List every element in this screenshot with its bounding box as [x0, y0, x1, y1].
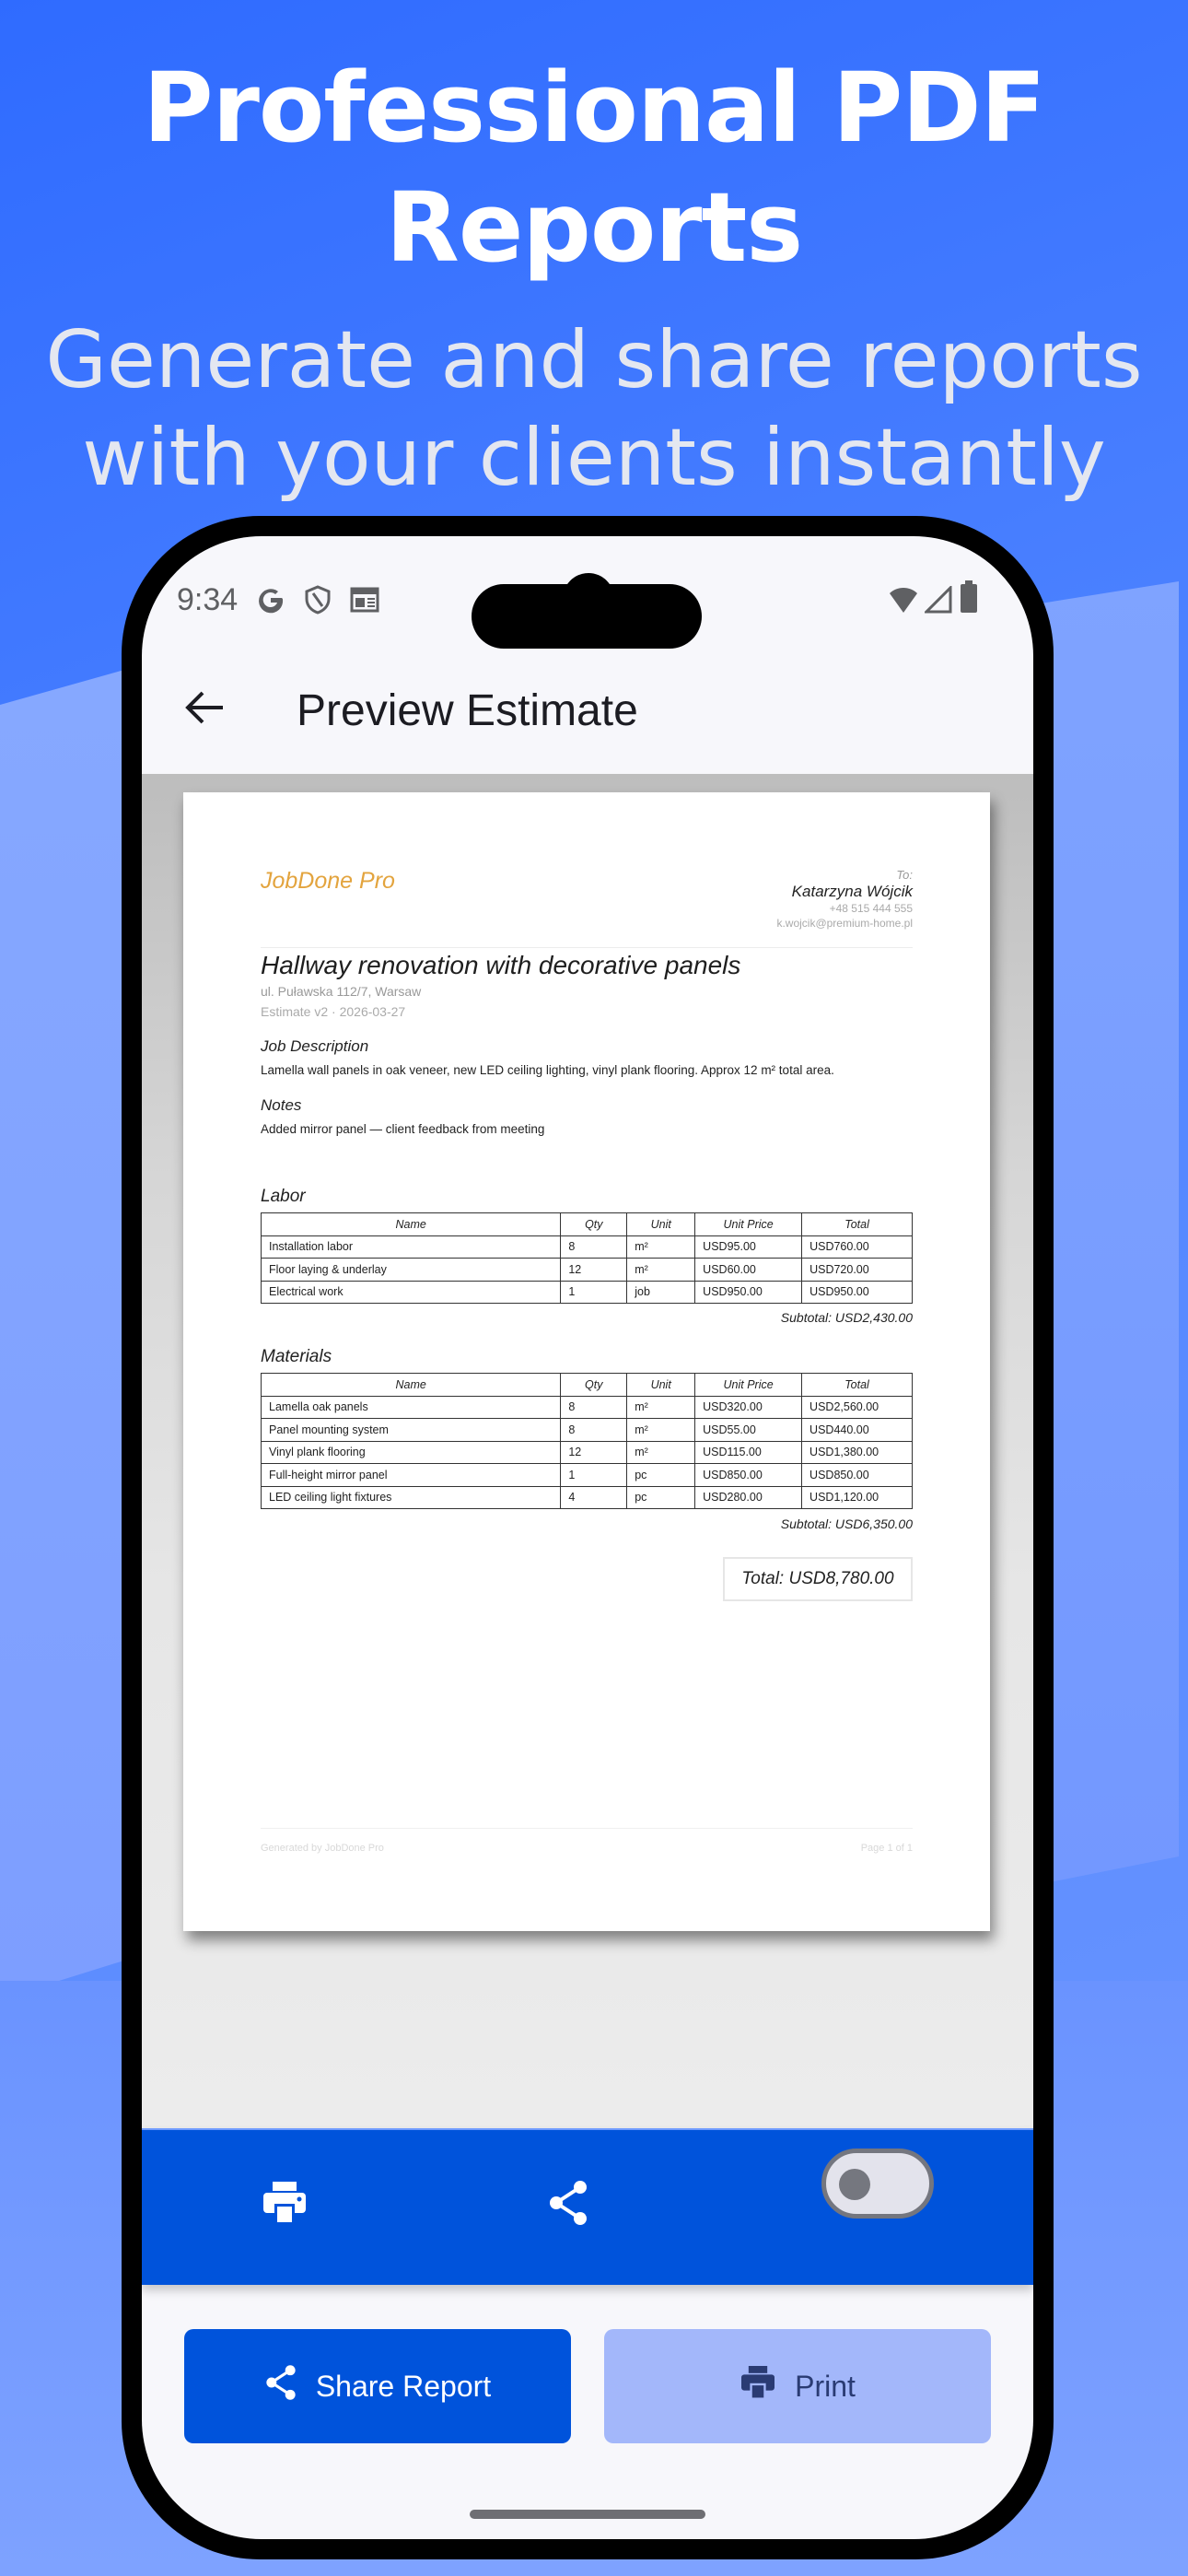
materials-table — [261, 1373, 913, 1509]
toggle-switch[interactable] — [821, 2149, 934, 2219]
table-row — [262, 1441, 913, 1464]
recipient-block — [776, 868, 913, 931]
to-label: To: — [896, 868, 913, 882]
print-button[interactable] — [604, 2329, 991, 2443]
client-phone: +48 515 444 555 — [829, 902, 913, 915]
labor-subtotal: Subtotal: USD2,430.00 — [780, 1310, 913, 1325]
cell-total: USD1,120.00 — [802, 1486, 913, 1509]
table-row — [262, 1419, 913, 1442]
job-description-text: Lamella wall panels in oak veneer, new LED ceiling lighting, vinyl plank flooring. Approx 12 m² total area. — [261, 1063, 834, 1077]
column-header: Name — [262, 1213, 561, 1236]
cell-name: Electrical work — [262, 1281, 561, 1304]
share-action-button[interactable] — [536, 2172, 600, 2237]
labor-table — [261, 1212, 913, 1304]
pdf-page — [183, 792, 990, 1931]
share-report-label: Share Report — [315, 2369, 492, 2403]
share-icon — [264, 2364, 297, 2408]
print-label: Print — [795, 2369, 856, 2403]
hero-subtitle-line2: with your clients instantly — [82, 412, 1106, 504]
column-header: Name — [262, 1374, 561, 1397]
camera-cutout — [472, 584, 702, 649]
app-bar — [142, 656, 1033, 757]
print-action-button[interactable] — [252, 2172, 317, 2237]
footer-page-number: Page 1 of 1 — [860, 1843, 913, 1854]
cell-unit-price: USD320.00 — [695, 1396, 802, 1419]
hero-title — [0, 48, 1188, 287]
cell-unit: pc — [627, 1486, 695, 1509]
cell-name: Full-height mirror panel — [262, 1464, 561, 1487]
cell-unit: m² — [627, 1259, 695, 1282]
cell-qty: 1 — [561, 1281, 627, 1304]
status-time: 9:34 — [177, 582, 239, 617]
pdf-preview-area[interactable] — [142, 774, 1033, 2128]
google-icon — [256, 584, 285, 620]
cell-total: USD760.00 — [802, 1235, 913, 1259]
client-name: Katarzyna Wójcik — [791, 883, 913, 900]
background-shape-right — [1041, 576, 1188, 1884]
notes-text: Added mirror panel — client feedback from meeting — [261, 1122, 545, 1136]
home-indicator[interactable] — [470, 2510, 705, 2519]
job-description-heading: Job Description — [261, 1037, 369, 1055]
table-row — [262, 1486, 913, 1509]
header-divider — [261, 947, 913, 948]
footer-generated-by: Generated by JobDone Pro — [261, 1843, 384, 1854]
column-header: Unit — [627, 1374, 695, 1397]
cell-unit: m² — [627, 1235, 695, 1259]
calendar-icon — [350, 584, 379, 618]
cell-qty: 12 — [561, 1441, 627, 1464]
status-bar — [142, 536, 1033, 656]
column-header: Unit — [627, 1213, 695, 1236]
table-row — [262, 1281, 913, 1304]
cell-unit-price: USD850.00 — [695, 1464, 802, 1487]
table-row — [262, 1396, 913, 1419]
cell-total: USD1,380.00 — [802, 1441, 913, 1464]
cell-total: USD440.00 — [802, 1419, 913, 1442]
job-title: Hallway renovation with decorative panels — [261, 951, 741, 979]
signal-icon — [925, 586, 952, 618]
page-title: Preview Estimate — [297, 686, 638, 735]
materials-subtotal: Subtotal: USD6,350.00 — [780, 1516, 913, 1531]
brand-name: JobDone Pro — [261, 868, 395, 894]
pdf-content — [261, 792, 913, 1931]
cell-qty: 4 — [561, 1486, 627, 1509]
column-header: Qty — [561, 1374, 627, 1397]
grand-total: Total: USD8,780.00 — [723, 1557, 913, 1601]
footer-divider — [261, 1828, 913, 1829]
cell-unit-price: USD55.00 — [695, 1419, 802, 1442]
hero-title-line1: Professional PDF — [143, 52, 1045, 164]
cell-total: USD850.00 — [802, 1464, 913, 1487]
cell-name: Panel mounting system — [262, 1419, 561, 1442]
cell-unit: m² — [627, 1441, 695, 1464]
cell-unit: pc — [627, 1464, 695, 1487]
cell-unit-price: USD950.00 — [695, 1281, 802, 1304]
phone-frame — [122, 516, 1054, 2559]
column-header: Unit Price — [695, 1213, 802, 1236]
cell-qty: 8 — [561, 1235, 627, 1259]
cell-name: Lamella oak panels — [262, 1396, 561, 1419]
cell-qty: 8 — [561, 1419, 627, 1442]
cell-name: Installation labor — [262, 1235, 561, 1259]
notes-heading: Notes — [261, 1096, 302, 1114]
battery-icon — [960, 580, 978, 618]
phone-screen — [142, 536, 1033, 2539]
table-header-row — [262, 1213, 913, 1236]
cell-total: USD950.00 — [802, 1281, 913, 1304]
share-report-button[interactable] — [184, 2329, 571, 2443]
cell-unit: m² — [627, 1419, 695, 1442]
column-header: Total — [802, 1213, 913, 1236]
table-header-row — [262, 1374, 913, 1397]
labor-title: Labor — [261, 1187, 306, 1206]
printer-icon — [740, 2366, 776, 2406]
job-address: ul. Puławska 112/7, Warsaw — [261, 984, 422, 999]
back-button[interactable] — [177, 684, 232, 735]
wifi-icon — [888, 586, 919, 618]
printer-icon — [262, 2182, 308, 2229]
cell-total: USD720.00 — [802, 1259, 913, 1282]
table-row — [262, 1259, 913, 1282]
estimate-meta: Estimate v2 · 2026-03-27 — [261, 1004, 406, 1019]
client-email: k.wojcik@premium-home.pl — [776, 917, 913, 930]
pdf-action-bar — [142, 2128, 1033, 2285]
cell-qty: 1 — [561, 1464, 627, 1487]
column-header: Total — [802, 1374, 913, 1397]
cell-unit-price: USD280.00 — [695, 1486, 802, 1509]
cell-unit-price: USD115.00 — [695, 1441, 802, 1464]
cell-name: LED ceiling light fixtures — [262, 1486, 561, 1509]
hero-subtitle-line1: Generate and share reports — [45, 314, 1143, 406]
share-icon — [547, 2180, 589, 2231]
cell-name: Vinyl plank flooring — [262, 1441, 561, 1464]
hero-subtitle — [0, 311, 1188, 507]
cell-unit: job — [627, 1281, 695, 1304]
cell-unit: m² — [627, 1396, 695, 1419]
cell-qty: 8 — [561, 1396, 627, 1419]
shield-icon — [304, 584, 332, 620]
table-row — [262, 1235, 913, 1259]
cell-qty: 12 — [561, 1259, 627, 1282]
cell-total: USD2,560.00 — [802, 1396, 913, 1419]
cell-unit-price: USD60.00 — [695, 1259, 802, 1282]
cell-name: Floor laying & underlay — [262, 1259, 561, 1282]
toggle-knob — [839, 2169, 870, 2200]
arrow-left-icon — [184, 689, 225, 731]
table-row — [262, 1464, 913, 1487]
column-header: Qty — [561, 1213, 627, 1236]
column-header: Unit Price — [695, 1374, 802, 1397]
cell-unit-price: USD95.00 — [695, 1235, 802, 1259]
materials-title: Materials — [261, 1347, 332, 1366]
hero-title-line2: Reports — [385, 171, 803, 284]
